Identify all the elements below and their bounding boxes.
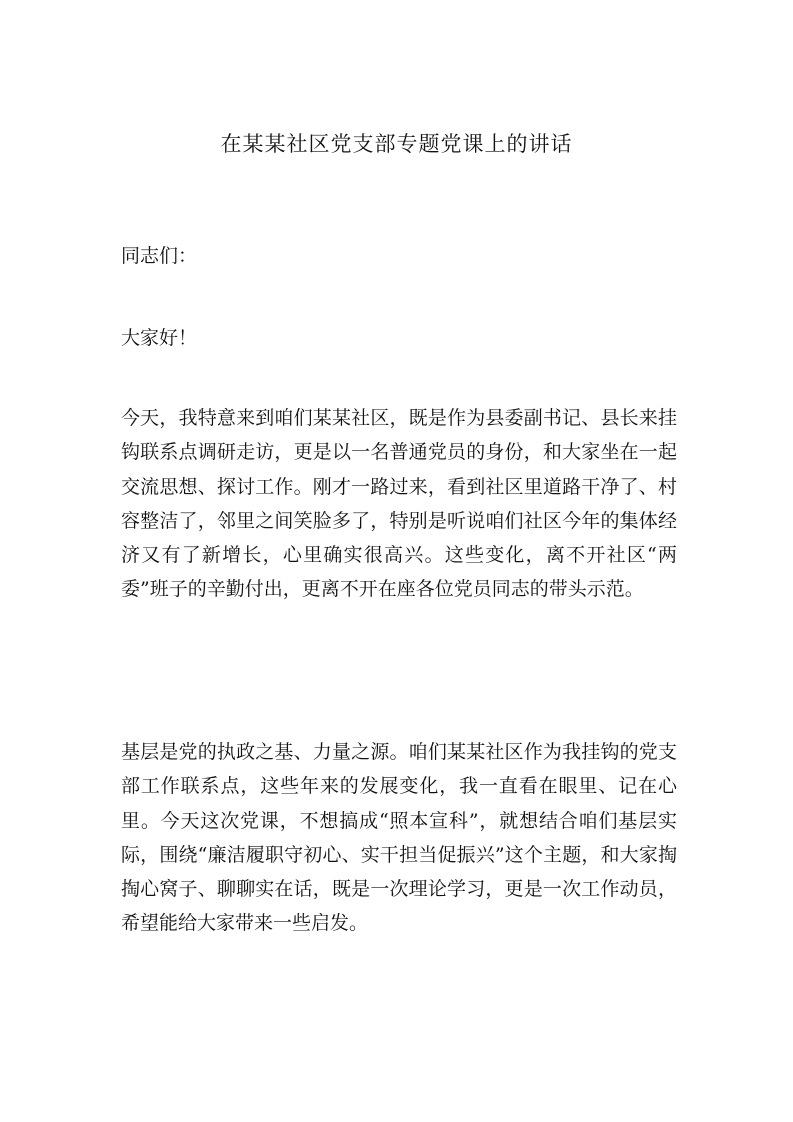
body-paragraph-1: 今天，我特意来到咱们某某社区，既是作为县委副书记、县长来挂钩联系点调研走访，更是以一名普通党员的身份，和大家坐在一起交流思想、探讨工作。刚才一路过来，看到社区里道路干净了、村容整洁了，邻里之间笑脸多了，特别是听说咱们社区今年的集体经济又有了新增长，心里确实很高兴。这些变化，离不开社区“两委”班子的辛勤付出，更离不开在座各位党员同志的带头示范。 — [121, 407, 677, 601]
document-title: 在某某社区党支部专题党课上的讲话 — [220, 132, 573, 156]
greeting: 大家好！ — [121, 327, 198, 349]
salutation: 同志们： — [121, 245, 198, 267]
body-paragraph-2: 基层是党的执政之基、力量之源。咱们某某社区作为我挂钩的党支部工作联系点，这些年来的发展变化，我一直看在眼里、记在心里。今天这次党课，不想搞成“照本宣科”，就想结合咱们基层实际，围绕“廉洁履职守初心、实干担当促振兴”这个主题，和大家掏掏心窝子、聊聊实在话，既是一次理论学习，更是一次工作动员，希望能给大家带来一些启发。 — [121, 741, 677, 935]
